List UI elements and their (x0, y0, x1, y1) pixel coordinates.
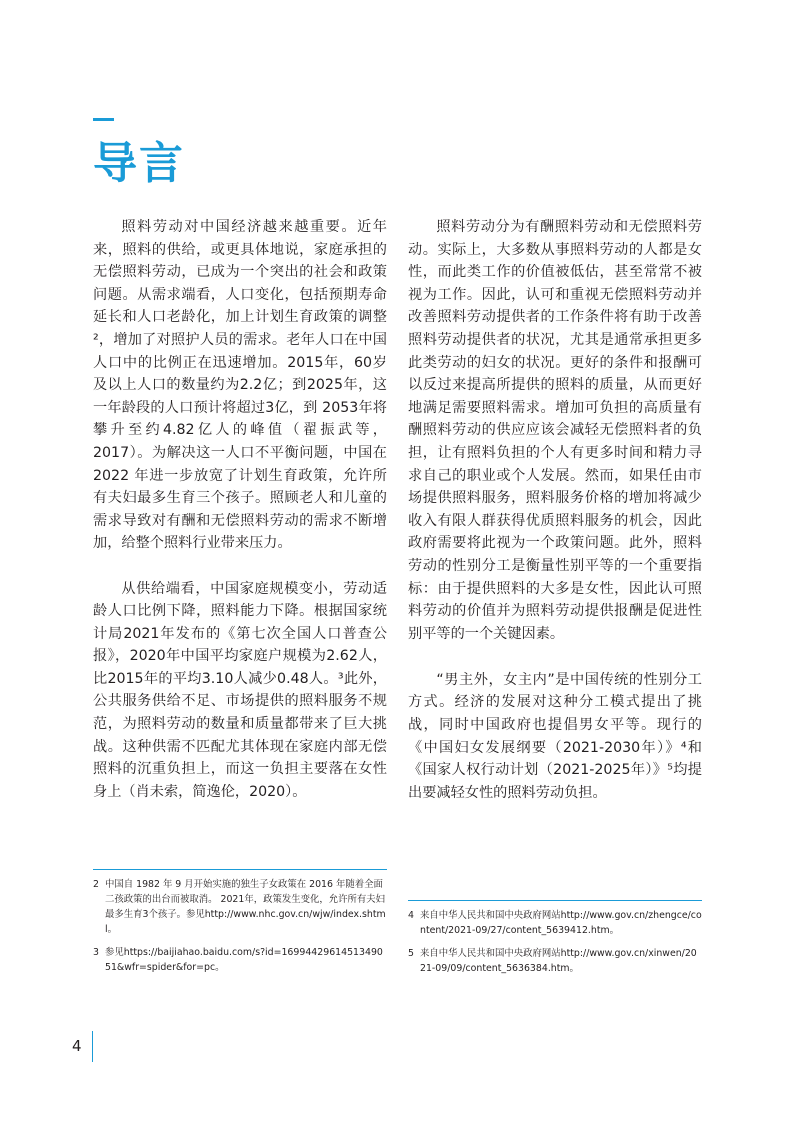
footnote-text: 来自中华人民共和国中央政府网站http://www.gov.cn/xinwen/2021-09/09/content_5636384.htm。 (420, 948, 697, 974)
body-paragraph: “男主外，女主内”是中国传统的性别分工方式。经济的发展对这种分工模式提出了挑战，同时中国政府也提倡男女平等。现行的《中国妇女发展纲要（2021-2030年）》⁴和《国家人权行动计划（2021-2025年）》⁵均提出要减轻女性的照料劳动负担。 (408, 671, 702, 801)
footnote-number: 4 (408, 910, 414, 921)
footnote (93, 877, 387, 937)
footnote-text: 来自中华人民共和国中央政府网站http://www.gov.cn/zhengce/content/2021-09/27/content_5639412.htm。 (420, 910, 702, 936)
body-paragraph: 照料劳动对中国经济越来越重要。近年来，照料的供给，或更具体地说，家庭承担的无偿照料劳动，已成为一个突出的社会和政策问题。从需求端看，人口变化，包括预期寿命延长和人口老龄化，加上计划生育政策的调整²，增加了对照护人员的需求。老年人口在中国人口中的比例正在迅速增加。2015年，60岁及以上人口的数量约为2.2亿；到2025年，这一年龄段的人口预计将超过3亿，到 2053年将攀升至约4.82亿人的峰值（翟振武等，2017）。为解决这一人口不平衡问题，中国在 2022 年进一步放宽了计划生育政策，允许所有夫妇最多生育三个孩子。照顾老人和儿童的需求导致对有酬和无偿照料劳动的需求不断增加，给整个照料行业带来压力。 (93, 219, 387, 552)
page-number: 4 (72, 1037, 82, 1055)
footnote (93, 945, 387, 975)
left-text-column (93, 216, 387, 803)
footnote (408, 946, 702, 976)
footnote-text: 中国自 1982 年 9 月开始实施的独生子女政策在 2016 年随着全面二孩政策的出台而被取消。 2021年，政策发生变化，允许所有夫妇最多生育3个孩子。参见http://www.nhc.gov.cn/wjw/index.shtml。 (105, 879, 386, 935)
page-title: 导言 (93, 138, 185, 189)
footnote-divider (408, 900, 702, 901)
footnote-number: 3 (93, 947, 99, 958)
footnote (408, 908, 702, 938)
right-text-column (408, 216, 702, 804)
title-accent-bar (93, 118, 114, 121)
footnote-text: 参见https://baijiahao.baidu.com/s?id=1699442961451349051&wfr=spider&for=pc。 (105, 947, 383, 973)
footnote-number: 2 (93, 879, 99, 890)
body-paragraph: 从供给端看，中国家庭规模变小，劳动适龄人口比例下降，照料能力下降。根据国家统计局2021年发布的《第七次全国人口普查公报》，2020年中国平均家庭户规模为2.62人，比2015年的平均3.10人减少0.48人。³此外，公共服务供给不足、市场提供的照料服务不规范，为照料劳动的数量和质量都带来了巨大挑战。这种供需不匹配尤其体现在家庭内部无偿照料的沉重负担上，而这一负担主要落在女性身上（肖未索，简逸伦，2020）。 (93, 580, 387, 800)
body-paragraph: 照料劳动分为有酬照料劳动和无偿照料劳动。实际上，大多数从事照料劳动的人都是女性，而此类工作的价值被低估，甚至常常不被视为工作。因此，认可和重视无偿照料劳动并改善照料劳动提供者的工作条件将有助于改善照料劳动提供者的状况，尤其是通常承担更多此类劳动的妇女的状况。更好的条件和报酬可以反过来提高所提供的照料的质量，从而更好地满足需要照料需求。增加可负担的高质量有酬照料劳动的供应应该会减轻无偿照料者的负担，让有照料负担的个人有更多时间和精力寻求自己的职业或个人发展。然而，如果任由市场提供照料服务，照料服务价格的增加将减少收入有限人群获得优质照料服务的机会，因此政府需要将此视为一个政策问题。此外，照料劳动的性别分工是衡量性别平等的一个重要指标：由于提供照料的大多是女性，因此认可照料劳动的价值并为照料劳动提供报酬是促进性别平等的一个关键因素。 (408, 219, 702, 642)
footnotes-right (408, 900, 702, 984)
footnote-divider (93, 869, 387, 870)
footnotes-left (93, 869, 387, 983)
page-number-rule (92, 1031, 93, 1062)
footnote-number: 5 (408, 948, 414, 959)
